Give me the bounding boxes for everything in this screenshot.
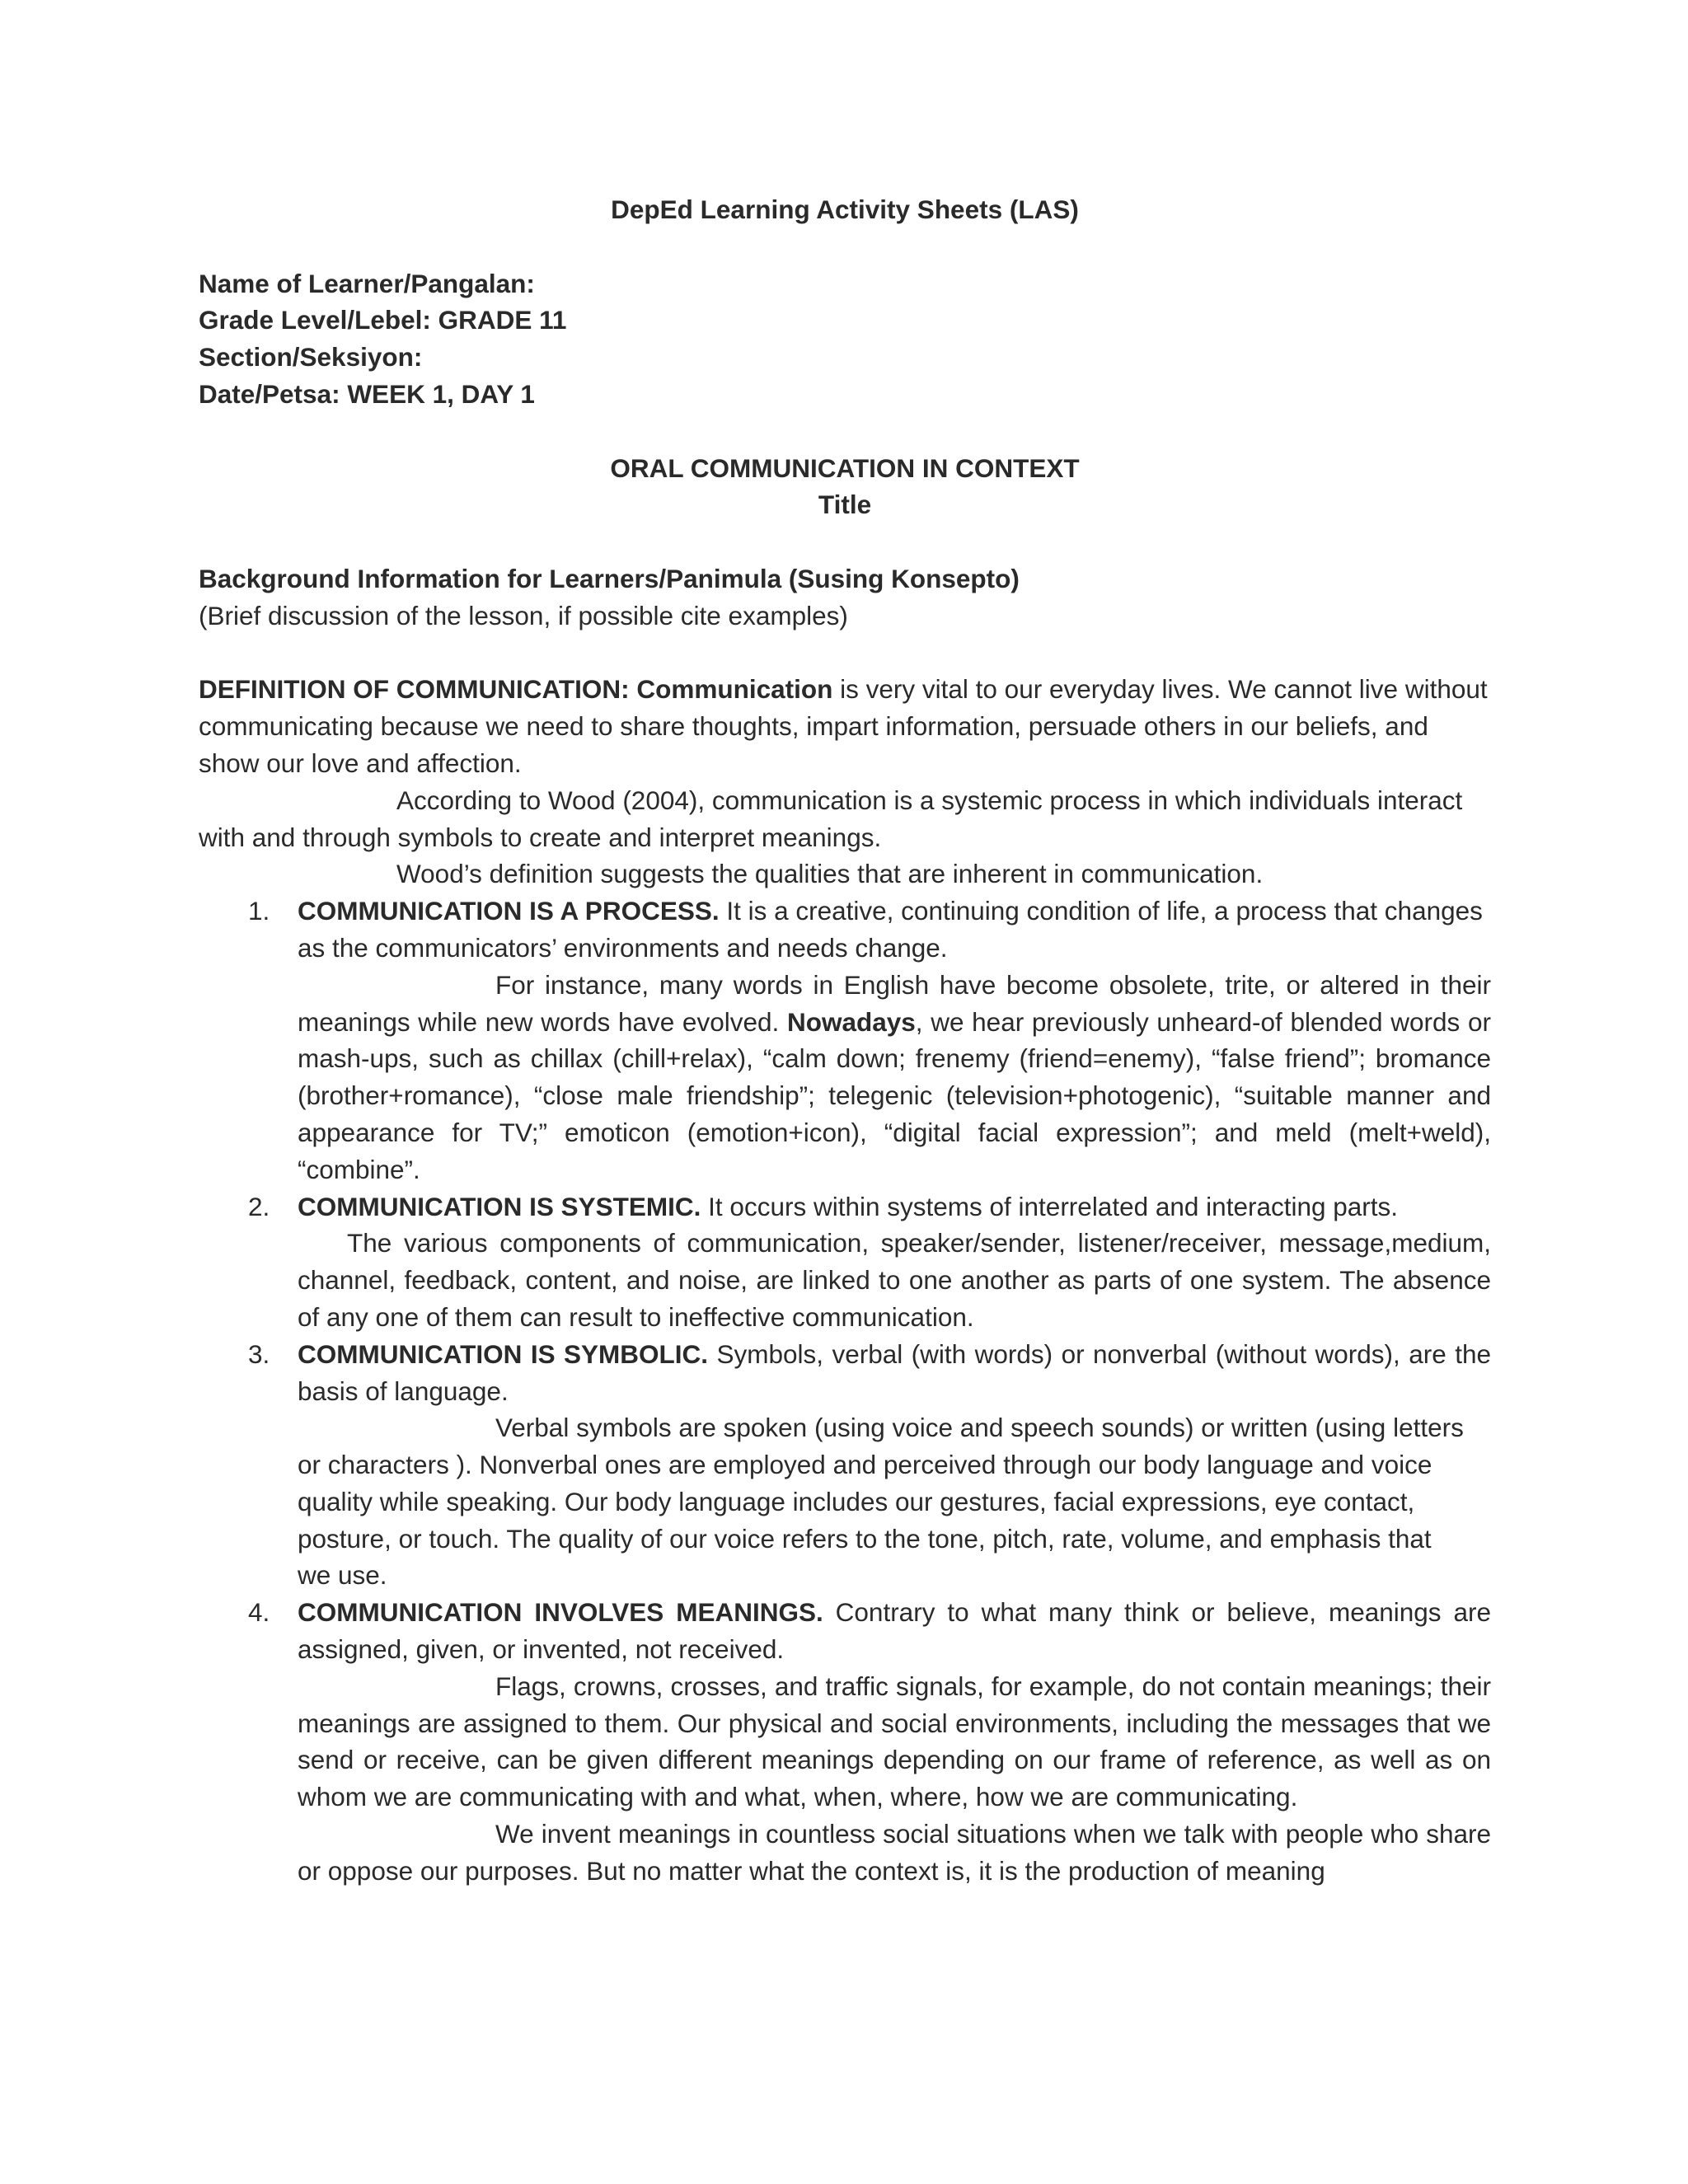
quality-detail: Flags, crowns, crosses, and traffic signals, for example, do not contain meanings; their meanings are assigned to them. Our physical and social environments, including the messages that we send or receive, can be given different meanings depending on our frame of reference, as well as on whom we are communicating with and what, when, where, how we are communicating.: [298, 1671, 1491, 1812]
quality-text: It occurs within systems of interrelated and interacting parts.: [701, 1191, 1399, 1221]
quality-text: Contrary to what many think or believe, meanings are assigned, given, or invented, not received.: [298, 1597, 1491, 1665]
definition-lead: DEFINITION OF COMMUNICATION: Communication: [199, 674, 833, 705]
list-number: 4.: [248, 1597, 270, 1628]
list-number: 2.: [248, 1191, 270, 1221]
background-note: (Brief discussion of the lesson, if possible cite examples): [199, 600, 848, 630]
document-title: DepEd Learning Activity Sheets (LAS): [611, 194, 1079, 224]
list-item: [199, 893, 1491, 1188]
nowadays-emphasis: Nowadays: [786, 1006, 916, 1037]
quality-heading: COMMUNICATION IS SYMBOLIC.: [298, 1338, 709, 1369]
quality-statement: [298, 1594, 1491, 1668]
list-item: [199, 1336, 1491, 1595]
quality-statement: [298, 893, 1491, 967]
quality-text: It is a creative, continuing condition of life, a process that changes as the communicators’ environments and needs change.: [298, 896, 1483, 963]
quality-detail: Verbal symbols are spoken (using voice and speech sounds) or written (using letters or characters ). Nonverbal ones are employed and perceived through our body language and voice quality while speaking. Our body language includes our gestures, facial expressions, eye contact, posture, or touch. The quality of our voice refers to the tone, pitch, rate, volume, and emphasis that we use.: [298, 1413, 1471, 1591]
date-label: Date/Petsa: WEEK 1, DAY 1: [199, 378, 535, 409]
subject-heading: ORAL COMMUNICATION IN CONTEXT: [610, 452, 1080, 483]
learner-name-label: Name of Learner/Pangalan:: [199, 268, 535, 298]
definition-paragraph: [199, 671, 1491, 781]
quality-example: For instance, many words in English have become obsolete, trite, or altered in their meanings while new words have evolved. Nowadays, we hear previously unheard-of blended words or mash-ups, such as chillax (chill+relax), “calm down; frenemy (friend=enemy), “false friend”; bromance (brother+romance), “close male friendship”; telegenic (television+photogenic), “suitable manner and appearance for TV;” emoticon (emotion+icon), “digital facial expression”; and meld (melt+weld), “combine”.: [298, 969, 1491, 1184]
qualities-intro: Wood’s definition suggests the qualities that are inherent in communication.: [396, 859, 1264, 889]
lesson-title: Title: [818, 490, 872, 520]
document-page: [199, 191, 1491, 1890]
wood-definition: According to Wood (2004), communication is a systemic process in which individuals interact with and through symbols to create and interpret meanings.: [199, 785, 1463, 852]
quality-heading: COMMUNICATION IS SYSTEMIC.: [298, 1191, 701, 1221]
quality-detail-continued: We invent meanings in countless social situations when we talk with people who share or oppose our purposes. But no matter what the context is, it is the production of meaning: [298, 1819, 1491, 1886]
list-number: 3.: [248, 1338, 270, 1369]
background-heading: Background Information for Learners/Panimula (Susing Konsepto): [199, 563, 1020, 593]
section-label: Section/Seksiyon:: [199, 342, 423, 373]
quality-heading: COMMUNICATION IS A PROCESS.: [298, 896, 720, 926]
list-number: 1.: [248, 896, 270, 926]
quality-detail: The various components of communication, speaker/sender, listener/receiver, message,medium, channel, feedback, content, and noise, are linked to one another as parts of one system. The absence of any one of them can result to ineffective communication.: [298, 1228, 1491, 1332]
quality-text: Symbols, verbal (with words) or nonverbal (without words), are the basis of language.: [298, 1338, 1491, 1406]
list-item: [199, 1188, 1491, 1336]
qualities-list: [199, 893, 1491, 1890]
quality-statement: [298, 1336, 1491, 1410]
definition-text: is very vital to our everyday lives. We cannot live without communicating because we need to share thoughts, impart information, persuade others in our beliefs, and show our love and affection.: [199, 674, 1488, 778]
quality-statement: [298, 1188, 1491, 1226]
grade-level-label: Grade Level/Lebel: GRADE 11: [199, 305, 567, 335]
quality-heading: COMMUNICATION INVOLVES MEANINGS.: [298, 1597, 823, 1628]
list-item: [199, 1594, 1491, 1889]
